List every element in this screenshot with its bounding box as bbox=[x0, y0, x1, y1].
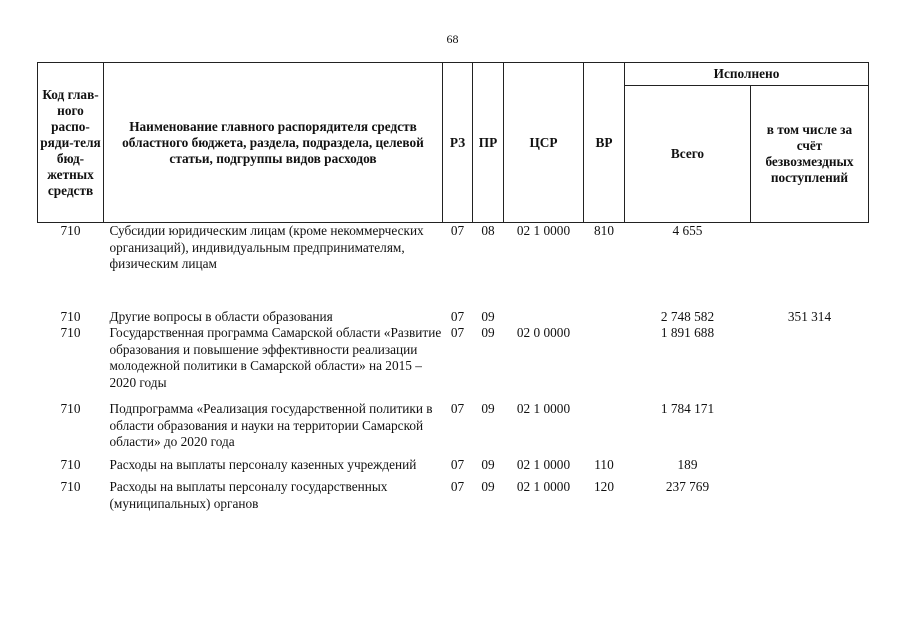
row-total: 1 891 688 bbox=[660, 325, 715, 340]
row-grants bbox=[751, 401, 869, 451]
row-name: Подпрограмма «Реализация государственной политики в области образования и науки на территории Самарской области» до 2020 года bbox=[109, 401, 433, 449]
row-total: 4 655 bbox=[672, 223, 703, 238]
table-row bbox=[38, 401, 869, 451]
row-name: Субсидии юридическим лицам (кроме некоммерческих организаций), индивидуальным предпринимателям, физическим лицам bbox=[109, 223, 424, 271]
header-executed: Исполнено bbox=[625, 63, 869, 86]
row-code: 710 bbox=[60, 223, 81, 238]
header-pr: ПР bbox=[473, 63, 504, 223]
row-name: Расходы на выплаты персоналу государственных (муниципальных) органов bbox=[109, 479, 388, 511]
header-vr: ВР bbox=[584, 63, 625, 223]
row-pr: 08 bbox=[481, 223, 495, 238]
row-rz: 07 bbox=[450, 223, 465, 238]
table-row bbox=[38, 479, 869, 512]
row-csr: 02 1 0000 bbox=[516, 479, 571, 494]
row-grants bbox=[751, 479, 869, 512]
row-rz: 07 bbox=[450, 456, 465, 472]
row-vr: 810 bbox=[594, 223, 614, 238]
row-grants bbox=[751, 223, 869, 273]
row-total: 1 784 171 bbox=[660, 401, 715, 416]
page-number: 68 bbox=[446, 32, 459, 46]
row-rz: 07 bbox=[450, 325, 465, 340]
row-rz: 07 bbox=[450, 308, 465, 324]
row-vr bbox=[584, 401, 625, 451]
row-csr bbox=[504, 309, 584, 326]
row-code: 710 bbox=[60, 456, 81, 472]
header-total: Всего bbox=[625, 86, 751, 223]
row-total: 237 769 bbox=[665, 479, 710, 494]
header-grants: в том числе за счёт безвозмездных поступлений bbox=[751, 86, 869, 223]
header-name: Наименование главного распорядителя средств областного бюджета, раздела, подраздела, целевой статьи, подгруппы видов расходов bbox=[104, 63, 443, 223]
header-csr: ЦСР bbox=[504, 63, 584, 223]
budget-table bbox=[37, 62, 869, 512]
table-row bbox=[38, 309, 869, 326]
row-code: 710 bbox=[60, 325, 81, 340]
header-code: Код глав-ного распо-ряди-теля бюд-жетных средств bbox=[38, 63, 104, 223]
row-code: 710 bbox=[60, 401, 81, 416]
row-pr: 09 bbox=[481, 308, 495, 324]
table-row bbox=[38, 457, 869, 474]
row-csr: 02 1 0000 bbox=[516, 456, 571, 472]
row-rz: 07 bbox=[450, 479, 465, 494]
row-csr: 02 0 0000 bbox=[516, 325, 571, 340]
row-pr: 09 bbox=[481, 479, 495, 494]
row-grants bbox=[751, 457, 869, 474]
row-total: 189 bbox=[677, 456, 698, 472]
row-code: 710 bbox=[60, 308, 81, 324]
row-vr bbox=[584, 309, 625, 326]
row-pr: 09 bbox=[481, 325, 495, 340]
row-grants bbox=[751, 325, 869, 391]
row-vr: 110 bbox=[594, 456, 614, 472]
row-vr: 120 bbox=[594, 479, 614, 494]
row-name: Другие вопросы в области образования bbox=[109, 308, 333, 324]
table-row bbox=[38, 325, 869, 391]
table-row bbox=[38, 223, 869, 273]
row-grants: 351 314 bbox=[787, 308, 832, 324]
row-csr: 02 1 0000 bbox=[516, 223, 571, 238]
row-pr: 09 bbox=[481, 456, 495, 472]
row-rz: 07 bbox=[450, 401, 465, 416]
row-pr: 09 bbox=[481, 401, 495, 416]
row-csr: 02 1 0000 bbox=[516, 401, 571, 416]
header-rz: РЗ bbox=[443, 63, 473, 223]
row-name: Государственная программа Самарской области «Развитие образования и повышение эффективности реализации молодежной политики в Самарской области» на 2015 – 2020 годы bbox=[109, 325, 442, 390]
row-name: Расходы на выплаты персоналу казенных учреждений bbox=[109, 456, 417, 472]
row-vr bbox=[584, 325, 625, 391]
row-code: 710 bbox=[60, 479, 81, 494]
row-total: 2 748 582 bbox=[660, 308, 715, 324]
